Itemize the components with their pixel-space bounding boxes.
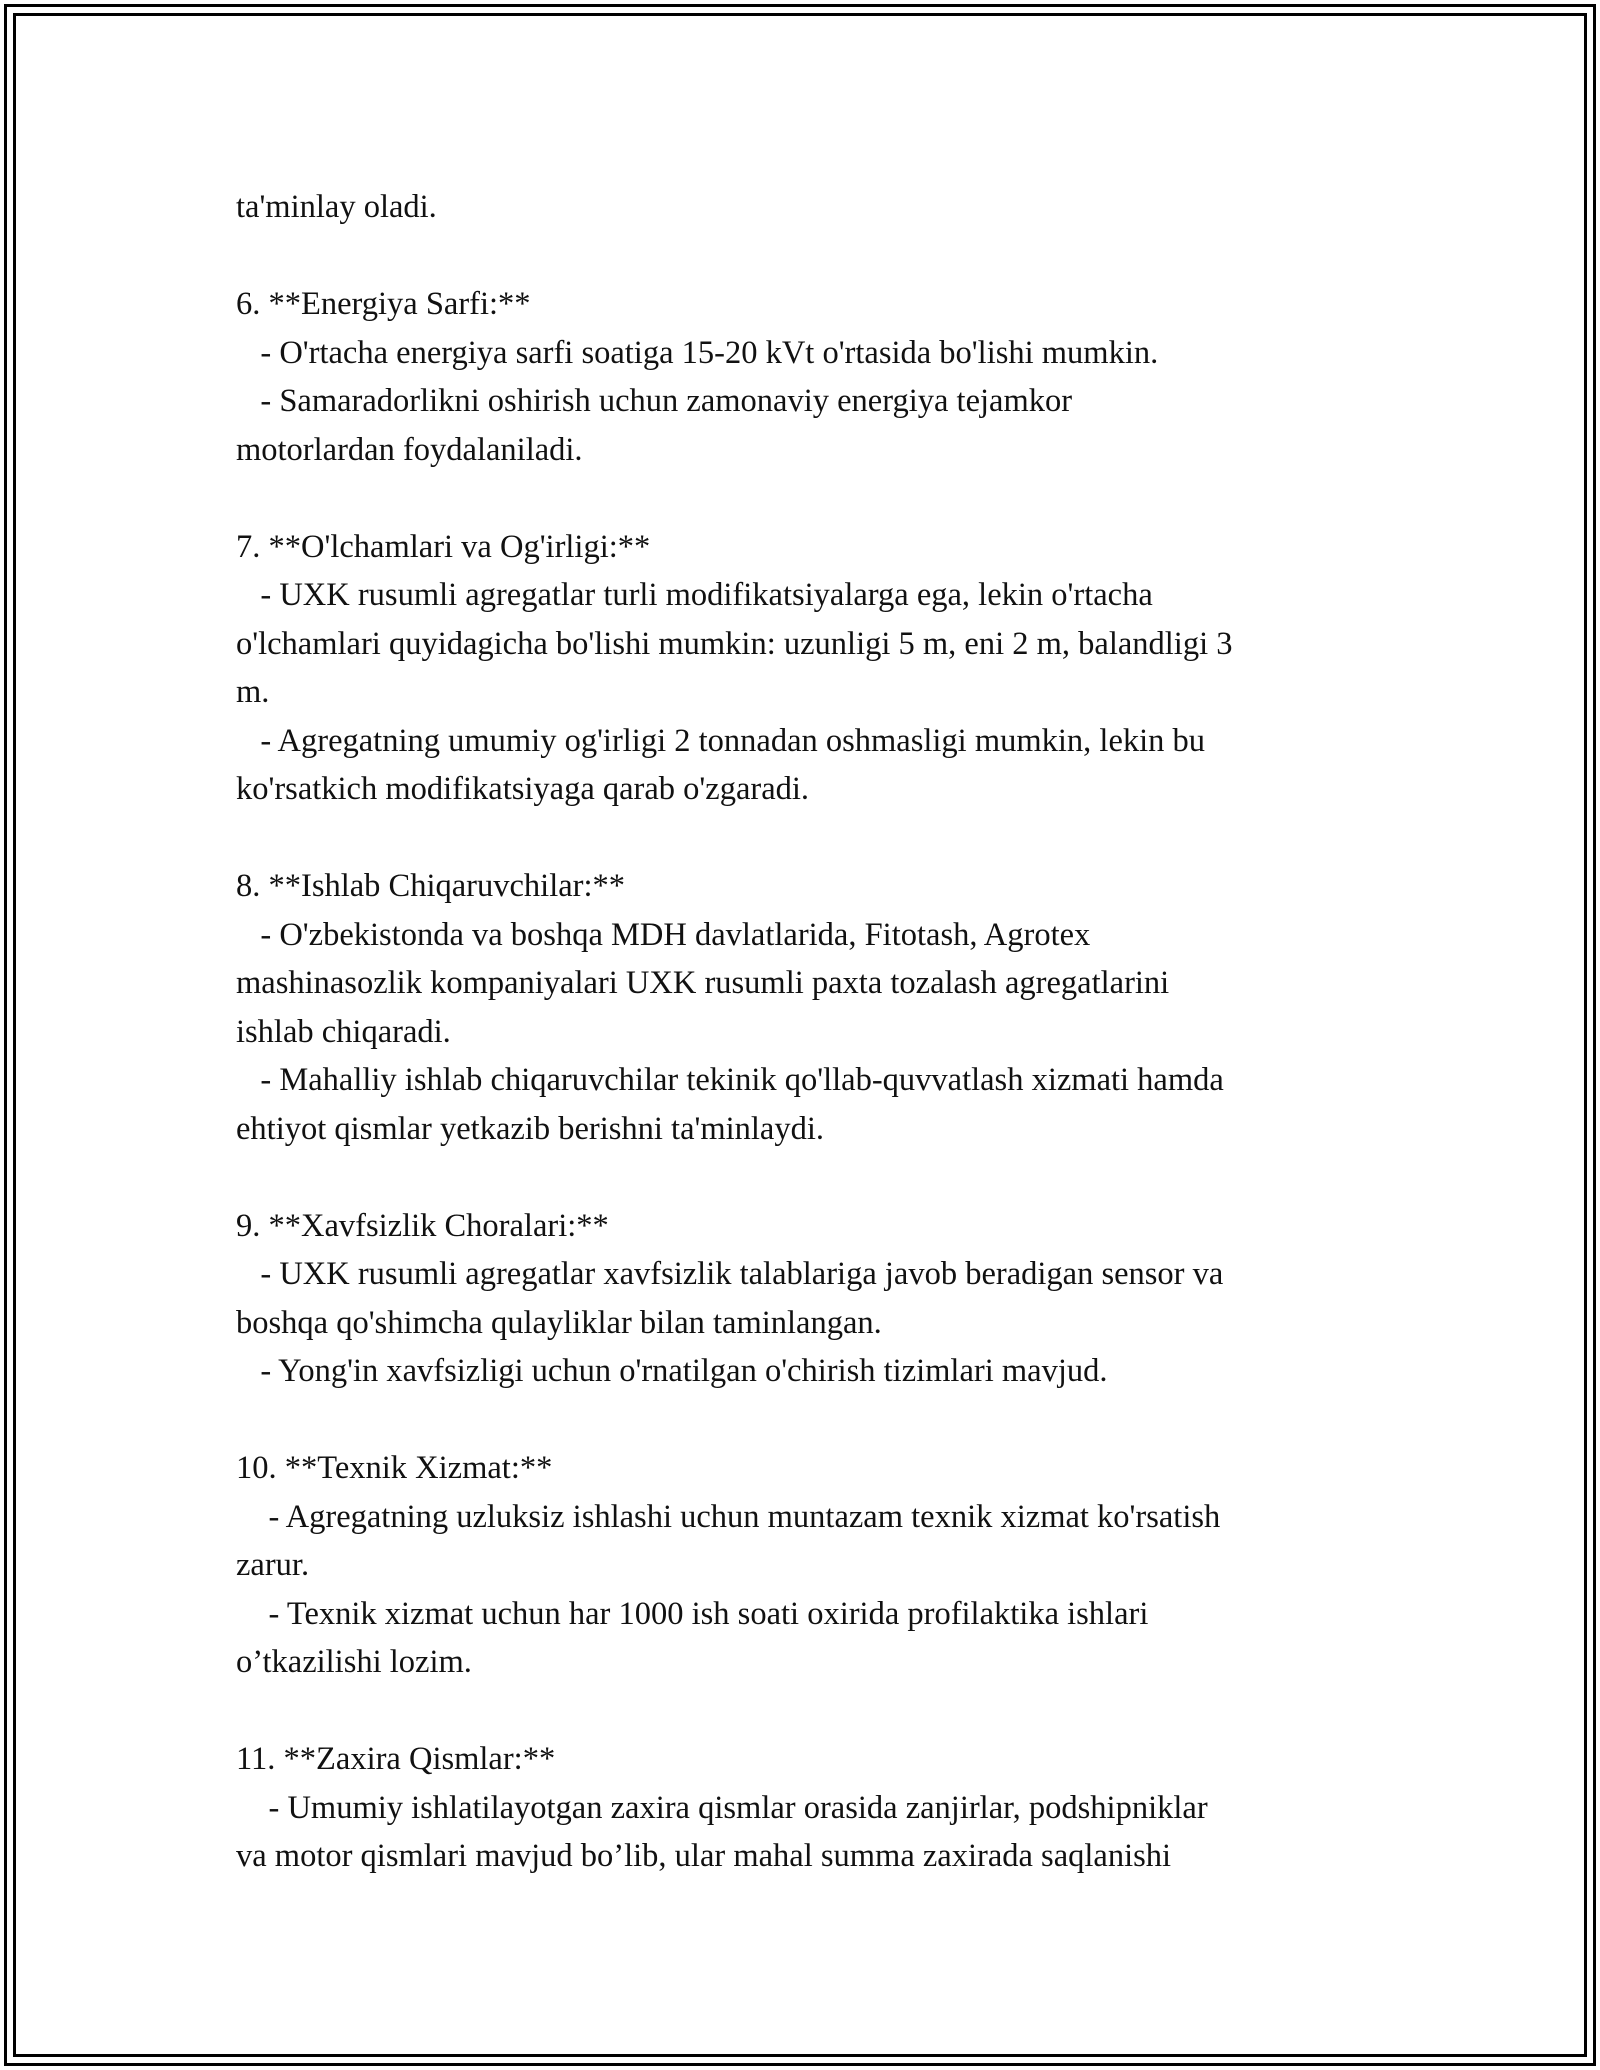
text-line: - Mahalliy ishlab chiqaruvchilar tekinik qo'llab-quvvatlash xizmati hamda	[236, 1062, 1224, 1098]
text-line: - UXK rusumli agregatlar xavfsizlik talablariga javob beradigan sensor va	[236, 1256, 1224, 1292]
text-line: - Agregatning uzluksiz ishlashi uchun muntazam texnik xizmat ko'rsatish	[236, 1498, 1221, 1535]
section-heading: 6. **Energiya Sarfi:**	[236, 286, 531, 322]
section-heading: 11. **Zaxira Qismlar:**	[236, 1741, 556, 1777]
text-line: ehtiyot qismlar yetkazib berishni ta'minlaydi.	[236, 1110, 825, 1147]
blank-line	[236, 1153, 1366, 1202]
section-heading: 8. **Ishlab Chiqaruvchilar:**	[236, 868, 626, 904]
text-line: - O'rtacha energiya sarfi soatiga 15-20 kVt o'rtasida bo'lishi mumkin.	[236, 334, 1159, 371]
document-body	[236, 183, 1366, 1881]
text-line: ta'minlay oladi.	[236, 189, 437, 225]
blank-line	[236, 814, 1366, 863]
text-line: motorlardan foydalaniladi.	[236, 431, 583, 468]
text-line: ko'rsatkich modifikatsiyaga qarab o'zgaradi.	[236, 771, 810, 807]
text-line: - Samaradorlikni oshirish uchun zamonaviy energiya tejamkor	[236, 383, 1073, 419]
text-line: m.	[236, 674, 270, 710]
text-line: - UXK rusumli agregatlar turli modifikatsiyalarga ega, lekin o'rtacha	[236, 577, 1153, 613]
blank-line	[236, 1396, 1366, 1445]
text-line: mashinasozlik kompaniyalari UXK rusumli paxta tozalash agregatlarini	[236, 965, 1170, 1001]
text-line: - Texnik xizmat uchun har 1000 ish soati oxirida profilaktika ishlari	[236, 1595, 1149, 1632]
section-heading: 7. **O'lchamlari va Og'irligi:**	[236, 528, 651, 565]
blank-line	[236, 1687, 1366, 1736]
blank-line	[236, 232, 1366, 281]
text-line: boshqa qo'shimcha qulayliklar bilan taminlangan.	[236, 1304, 882, 1341]
text-line: zarur.	[236, 1547, 310, 1583]
section-heading: 10. **Texnik Xizmat:**	[236, 1450, 553, 1486]
blank-line	[236, 474, 1366, 523]
text-line: - Umumiy ishlatilayotgan zaxira qismlar orasida zanjirlar, podshipniklar	[236, 1789, 1208, 1826]
text-line: o'lchamlari quyidagicha bo'lishi mumkin: uzunligi 5 m, eni 2 m, balandligi 3	[236, 625, 1233, 662]
text-line: - O'zbekistonda va boshqa MDH davlatlarida, Fitotash, Agrotex	[236, 916, 1091, 953]
text-line: o’tkazilishi lozim.	[236, 1644, 472, 1680]
text-line: ishlab chiqaradi.	[236, 1013, 451, 1050]
text-line: va motor qismlari mavjud bo’lib, ular mahal summa zaxirada saqlanishi	[236, 1838, 1172, 1874]
section-heading: 9. **Xavfsizlik Choralari:**	[236, 1207, 609, 1244]
text-line: - Yong'in xavfsizligi uchun o'rnatilgan o'chirish tizimlari mavjud.	[236, 1353, 1108, 1389]
text-line: - Agregatning umumiy og'irligi 2 tonnadan oshmasligi mumkin, lekin bu	[236, 722, 1206, 759]
